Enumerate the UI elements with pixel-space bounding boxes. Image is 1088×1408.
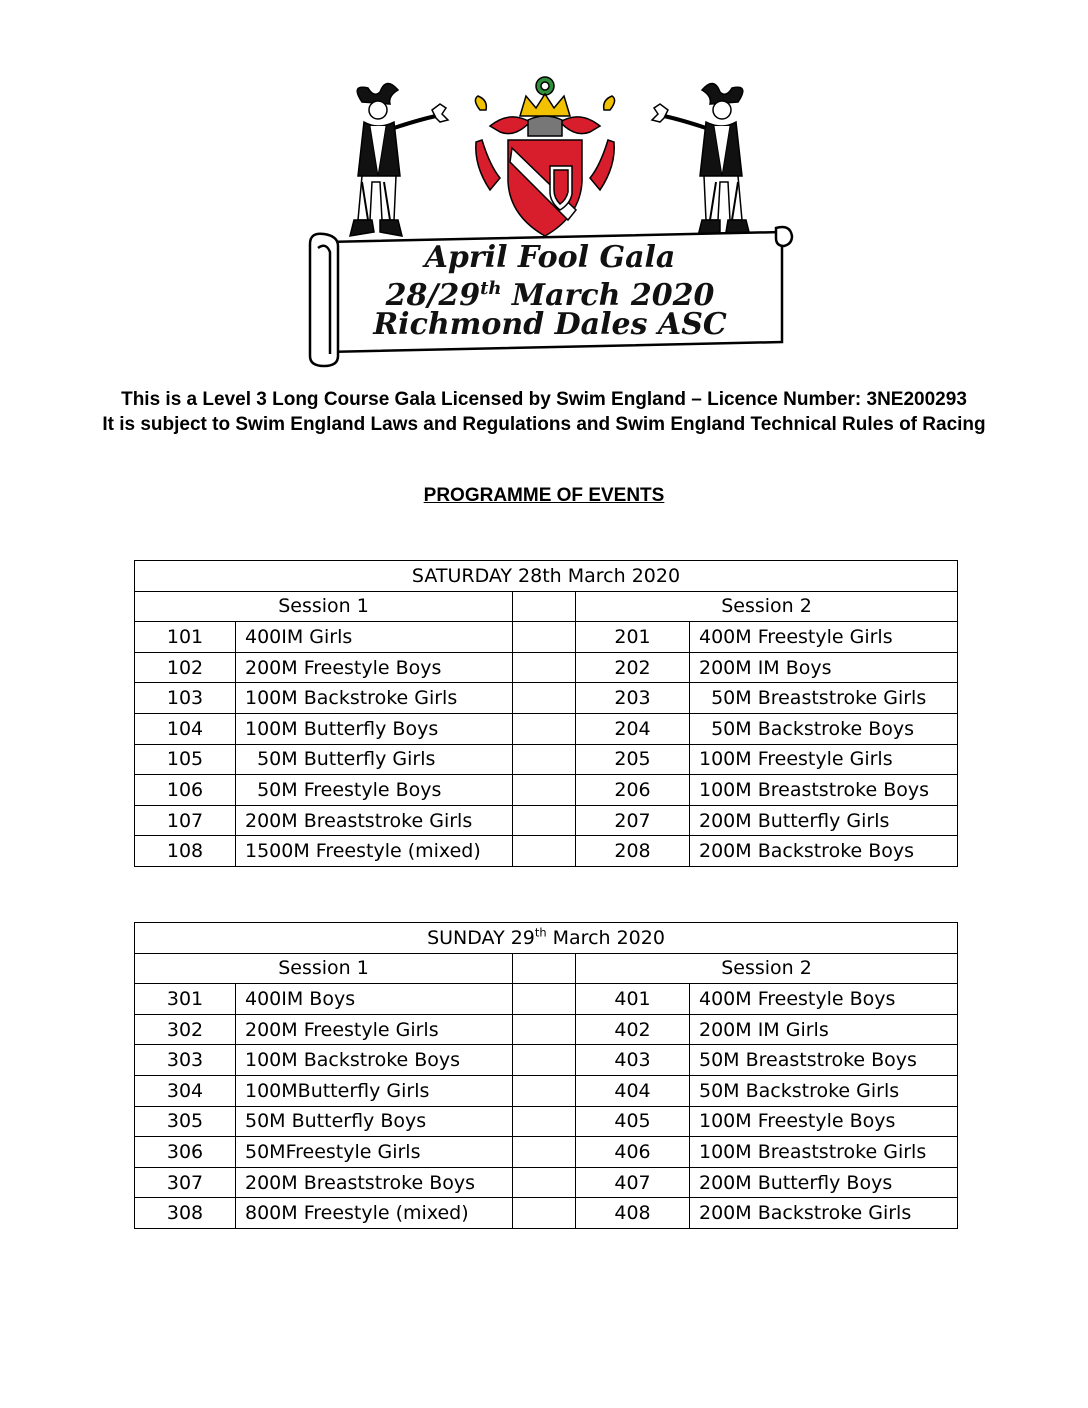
event-name-session-1: 400IM Girls	[236, 622, 513, 653]
event-name-session-1: 50MFreestyle Girls	[236, 1137, 513, 1168]
event-name-session-2: 200M IM Girls	[690, 1014, 958, 1045]
session-1-label: Session 1	[135, 953, 513, 984]
spacer-cell	[513, 984, 576, 1015]
gala-title: April Fool Gala	[424, 240, 676, 275]
table-row	[135, 1106, 958, 1137]
spacer-cell	[513, 591, 576, 622]
table-row	[135, 622, 958, 653]
event-number-session-1: 106	[135, 775, 236, 806]
event-number-session-2: 407	[576, 1167, 690, 1198]
event-number-session-2: 204	[576, 713, 690, 744]
event-number-session-1: 105	[135, 744, 236, 775]
event-name-session-1: 200M Breaststroke Boys	[236, 1167, 513, 1198]
event-number-session-2: 401	[576, 984, 690, 1015]
event-number-session-1: 107	[135, 805, 236, 836]
event-name-session-1: 50M Butterfly Girls	[236, 744, 513, 775]
table-row	[135, 1014, 958, 1045]
event-number-session-1: 103	[135, 683, 236, 714]
event-number-session-2: 404	[576, 1075, 690, 1106]
session-2-label: Session 2	[576, 953, 958, 984]
event-number-session-2: 208	[576, 836, 690, 867]
event-name-session-2: 200M Backstroke Girls	[690, 1198, 958, 1229]
table-row	[135, 1167, 958, 1198]
session-2-label: Session 2	[576, 591, 958, 622]
event-name-session-2: 50M Backstroke Girls	[690, 1075, 958, 1106]
licence-statement: This is a Level 3 Long Course Gala Licensed by Swim England – Licence Number: 3NE200293	[121, 389, 967, 410]
event-number-session-2: 403	[576, 1045, 690, 1076]
table-row	[135, 805, 958, 836]
table-row	[135, 1198, 958, 1229]
gala-dates: 28/29th March 2020	[385, 278, 715, 313]
heraldic-shield-icon	[475, 77, 614, 236]
saturday-title: SATURDAY 28th March 2020	[135, 561, 958, 592]
sunday-title: SUNDAY 29th March 2020	[135, 923, 958, 954]
table-row	[135, 744, 958, 775]
table-row	[135, 713, 958, 744]
event-number-session-1: 308	[135, 1198, 236, 1229]
event-name-session-2: 200M Butterfly Boys	[690, 1167, 958, 1198]
event-number-session-1: 104	[135, 713, 236, 744]
event-number-session-1: 305	[135, 1106, 236, 1137]
table-row	[135, 984, 958, 1015]
event-name-session-1: 50M Butterfly Boys	[236, 1106, 513, 1137]
table-row	[135, 775, 958, 806]
event-name-session-1: 200M Breaststroke Girls	[236, 805, 513, 836]
programme-heading: PROGRAMME OF EVENTS	[423, 485, 665, 506]
spacer-cell	[513, 1014, 576, 1045]
event-number-session-2: 408	[576, 1198, 690, 1229]
table-row	[135, 1075, 958, 1106]
event-name-session-1: 800M Freestyle (mixed)	[236, 1198, 513, 1229]
event-name-session-1: 100MButterfly Girls	[236, 1075, 513, 1106]
event-number-session-1: 108	[135, 836, 236, 867]
event-number-session-2: 207	[576, 805, 690, 836]
right-jester-illustration	[652, 83, 750, 236]
event-name-session-2: 400M Freestyle Girls	[690, 622, 958, 653]
event-name-session-2: 200M Butterfly Girls	[690, 805, 958, 836]
event-number-session-1: 101	[135, 622, 236, 653]
club-name: Richmond Dales ASC	[373, 307, 727, 342]
table-row	[135, 683, 958, 714]
event-name-session-1: 1500M Freestyle (mixed)	[236, 836, 513, 867]
event-number-session-1: 306	[135, 1137, 236, 1168]
event-number-session-2: 202	[576, 652, 690, 683]
event-number-session-1: 303	[135, 1045, 236, 1076]
event-name-session-1: 100M Backstroke Girls	[236, 683, 513, 714]
event-name-session-2: 100M Breaststroke Boys	[690, 775, 958, 806]
spacer-cell	[513, 683, 576, 714]
spacer-cell	[513, 1137, 576, 1168]
event-name-session-2: 400M Freestyle Boys	[690, 984, 958, 1015]
left-jester-illustration	[350, 83, 448, 236]
event-name-session-2: 200M IM Boys	[690, 652, 958, 683]
saturday-events-table	[134, 560, 958, 867]
event-number-session-2: 203	[576, 683, 690, 714]
table-row	[135, 1045, 958, 1076]
event-name-session-1: 100M Butterfly Boys	[236, 713, 513, 744]
event-name-session-2: 100M Breaststroke Girls	[690, 1137, 958, 1168]
table-title-row	[135, 923, 958, 954]
rules-statement: It is subject to Swim England Laws and Regulations and Swim England Technical Rules of Racing	[102, 414, 986, 435]
event-number-session-1: 304	[135, 1075, 236, 1106]
table-title-row	[135, 561, 958, 592]
table-row	[135, 652, 958, 683]
event-number-session-2: 206	[576, 775, 690, 806]
spacer-cell	[513, 652, 576, 683]
spacer-cell	[513, 1167, 576, 1198]
spacer-cell	[513, 775, 576, 806]
event-name-session-1: 400IM Boys	[236, 984, 513, 1015]
event-name-session-1: 50M Freestyle Boys	[236, 775, 513, 806]
event-number-session-1: 102	[135, 652, 236, 683]
event-number-session-1: 302	[135, 1014, 236, 1045]
table-row	[135, 836, 958, 867]
spacer-cell	[513, 1198, 576, 1229]
event-number-session-1: 301	[135, 984, 236, 1015]
spacer-cell	[513, 836, 576, 867]
spacer-cell	[513, 713, 576, 744]
event-name-session-2: 100M Freestyle Girls	[690, 744, 958, 775]
event-name-session-1: 200M Freestyle Girls	[236, 1014, 513, 1045]
event-name-session-1: 200M Freestyle Boys	[236, 652, 513, 683]
event-name-session-2: 100M Freestyle Boys	[690, 1106, 958, 1137]
event-number-session-2: 405	[576, 1106, 690, 1137]
event-name-session-1: 100M Backstroke Boys	[236, 1045, 513, 1076]
spacer-cell	[513, 1106, 576, 1137]
event-number-session-2: 205	[576, 744, 690, 775]
spacer-cell	[513, 622, 576, 653]
session-header-row	[135, 591, 958, 622]
table-row	[135, 1137, 958, 1168]
spacer-cell	[513, 805, 576, 836]
event-name-session-2: 50M Breaststroke Girls	[690, 683, 958, 714]
event-number-session-2: 402	[576, 1014, 690, 1045]
event-name-session-2: 200M Backstroke Boys	[690, 836, 958, 867]
spacer-cell	[513, 1075, 576, 1106]
spacer-cell	[513, 744, 576, 775]
event-number-session-2: 406	[576, 1137, 690, 1168]
event-name-session-2: 50M Breaststroke Boys	[690, 1045, 958, 1076]
spacer-cell	[513, 1045, 576, 1076]
session-header-row	[135, 953, 958, 984]
spacer-cell	[513, 953, 576, 984]
event-number-session-1: 307	[135, 1167, 236, 1198]
session-1-label: Session 1	[135, 591, 513, 622]
event-name-session-2: 50M Backstroke Boys	[690, 713, 958, 744]
event-number-session-2: 201	[576, 622, 690, 653]
sunday-events-table	[134, 922, 958, 1229]
